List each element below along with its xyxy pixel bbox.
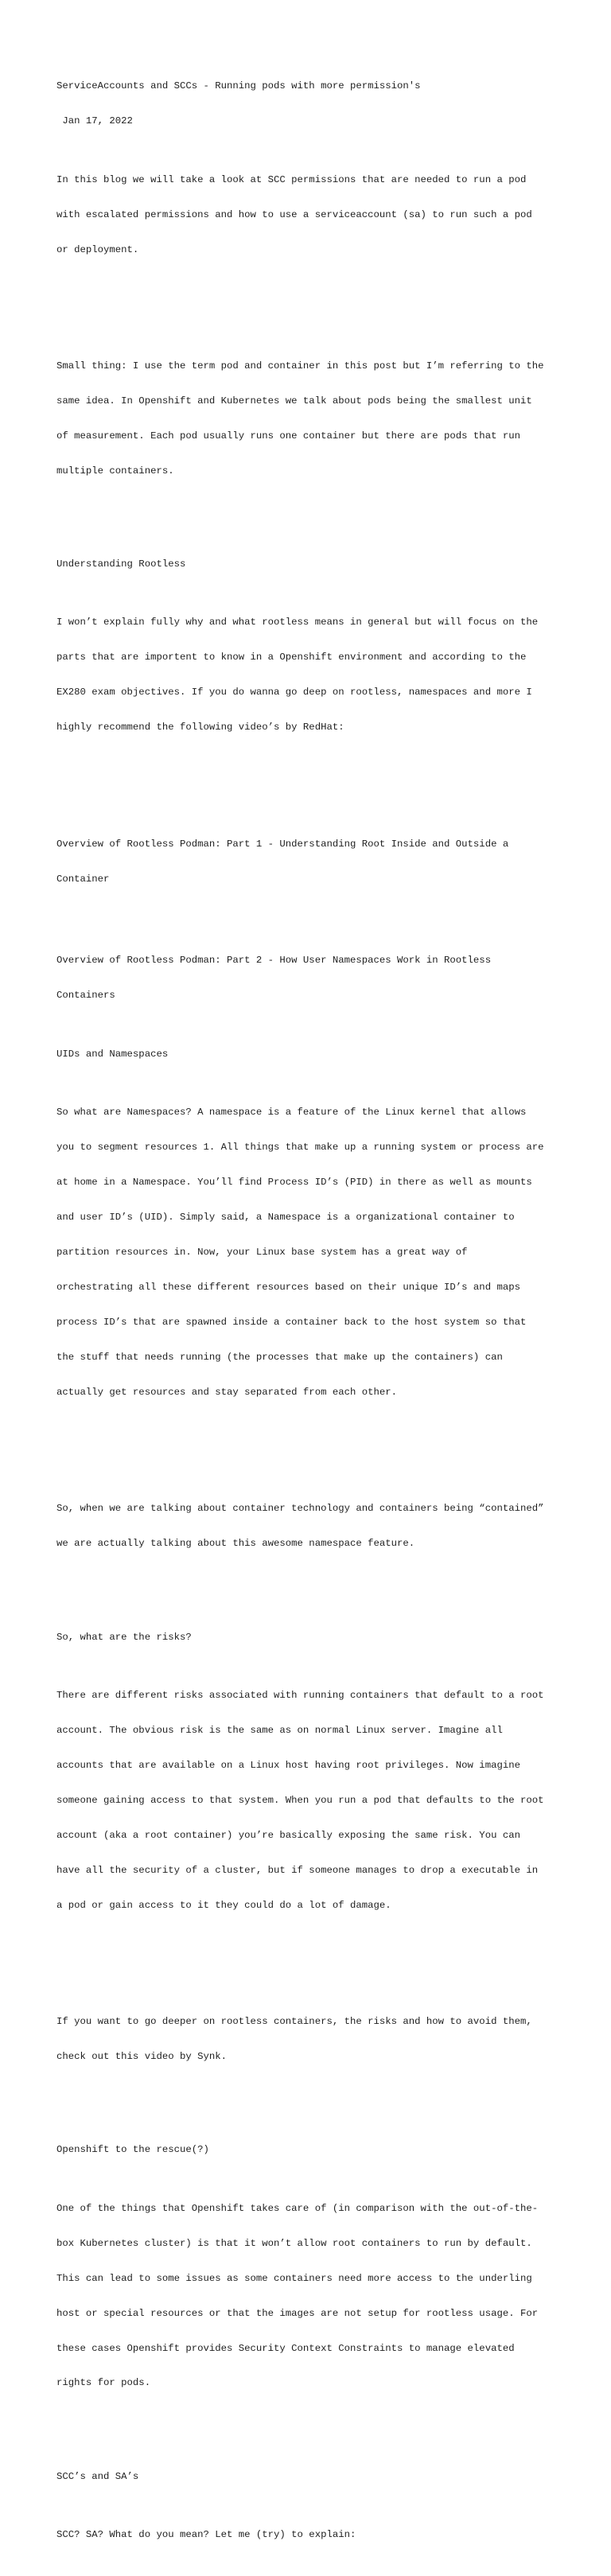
text-line: So what are Namespaces? A namespace is a feature of the Linux kernel that allows xyxy=(56,1107,527,1119)
intro-paragraph xyxy=(56,150,582,278)
text-line: or deployment. xyxy=(56,243,139,255)
text-line: SCC? SA? What do you mean? Let me (try) to explain: xyxy=(56,2529,356,2540)
video-link-part-2[interactable] xyxy=(56,932,582,1025)
text-line: with escalated permissions and how to use a serviceaccount (sa) to run such a pod xyxy=(56,208,532,220)
text-line: EX280 exam objectives. If you do wanna go deep on rootless, namespaces and more I xyxy=(56,687,532,698)
spacer xyxy=(56,302,582,314)
text-line: There are different risks associated with running containers that default to a root xyxy=(56,1689,544,1701)
spacer xyxy=(56,780,582,792)
rescue-paragraph xyxy=(56,2179,582,2412)
text-line: Overview of Rootless Podman: Part 2 - How User Namespaces Work in Rootless xyxy=(56,955,492,967)
text-line: accounts that are available on a Linux host having root privileges. Now imagine xyxy=(56,1759,520,1771)
text-line: If you want to go deeper on rootless containers, the risks and how to avoid them, xyxy=(56,2016,532,2028)
text-line: you to segment resources 1. All things that make up a running system or process are xyxy=(56,1141,544,1153)
text-line: check out this video by Synk. xyxy=(56,2051,228,2063)
section-heading-rescue: Openshift to the rescue(?) xyxy=(56,2144,209,2156)
section-heading-rootless: Understanding Rootless xyxy=(56,558,186,570)
text-line: these cases Openshift provides Security Context Constraints to manage elevated xyxy=(56,2342,515,2354)
text-line: parts that are importent to know in a Openshift environment and according to the xyxy=(56,652,527,663)
text-line: the stuff that needs running (the processes that make up the containers) can xyxy=(56,1351,503,1363)
spacer xyxy=(56,1445,582,1457)
text-line: account (aka a root container) you’re basically exposing the same risk. You can xyxy=(56,1829,520,1841)
text-line: Containers xyxy=(56,990,115,1002)
post-title: ServiceAccounts and SCCs - Running pods with more permission's xyxy=(56,80,421,92)
post-date: Jan 17, 2022 xyxy=(56,115,133,127)
text-line: One of the things that Openshift takes care of (in comparison with the out-of-the- xyxy=(56,2202,539,2214)
text-line: someone gaining access to that system. When you run a pod that defaults to the root xyxy=(56,1794,544,1806)
video-link-part-1[interactable] xyxy=(56,815,582,909)
text-line: have all the security of a cluster, but if someone manages to drop a executable in xyxy=(56,1864,539,1876)
text-line: multiple containers. xyxy=(56,465,174,477)
text-line: I won’t explain fully why and what rootless means in general but will focus on the xyxy=(56,617,539,628)
text-line: orchestrating all these different resources based on their unique ID’s and maps xyxy=(56,1281,520,1293)
text-line: at home in a Namespace. You’ll find Process ID’s (PID) in there as well as mounts xyxy=(56,1176,532,1188)
text-line: we are actually talking about this awesome namespace feature. xyxy=(56,1538,415,1550)
text-line: box Kubernetes cluster) is that it won’t allow root containers to run by default. xyxy=(56,2237,532,2249)
text-line: process ID’s that are spawned inside a container back to the host system so that xyxy=(56,1316,527,1328)
text-line: rights for pods. xyxy=(56,2377,151,2389)
document-body xyxy=(56,57,582,2576)
text-line: Container xyxy=(56,873,110,885)
text-line: Overview of Rootless Podman: Part 1 - Understanding Root Inside and Outside a xyxy=(56,838,509,850)
text-line: host or special resources or that the images are not setup for rootless usage. For xyxy=(56,2307,539,2319)
text-line: actually get resources and stay separated from each other. xyxy=(56,1386,398,1398)
spacer xyxy=(56,2109,582,2121)
spacer xyxy=(56,2436,582,2448)
risks-paragraph xyxy=(56,1666,582,1934)
spacer xyxy=(56,1597,582,1609)
text-line: This can lead to some issues as some containers need more access to the underling xyxy=(56,2272,532,2284)
text-line: account. The obvious risk is the same as on normal Linux server. Imagine all xyxy=(56,1724,503,1736)
text-line: a pod or gain access to it they could do a lot of damage. xyxy=(56,1899,391,1911)
text-line: partition resources in. Now, your Linux base system has a great way of xyxy=(56,1246,468,1258)
deeper-paragraph xyxy=(56,1993,582,2086)
text-line: and user ID’s (UID). Simply said, a Namespace is a organizational container to xyxy=(56,1211,515,1223)
text-line: In this blog we will take a look at SCC permissions that are needed to run a pod xyxy=(56,173,527,185)
contained-paragraph xyxy=(56,1480,582,1573)
text-line: of measurement. Each pod usually runs one container but there are pods that run xyxy=(56,430,520,442)
text-line: same idea. In Openshift and Kubernetes we talk about pods being the smallest unit xyxy=(56,395,532,407)
text-line: Small thing: I use the term pod and container in this post but I’m referring to the xyxy=(56,360,544,372)
section-heading-namespaces: UIDs and Namespaces xyxy=(56,1048,169,1060)
namespaces-paragraph xyxy=(56,1084,582,1422)
scc-paragraph xyxy=(56,2506,582,2564)
section-heading-scc: SCC’s and SA’s xyxy=(56,2470,139,2482)
rootless-paragraph xyxy=(56,593,582,757)
spacer xyxy=(56,523,582,535)
note-paragraph xyxy=(56,337,582,500)
text-line: highly recommend the following video’s by RedHat: xyxy=(56,722,344,733)
spacer xyxy=(56,1958,582,1970)
section-heading-risks: So, what are the risks? xyxy=(56,1631,192,1643)
text-line: So, when we are talking about container technology and containers being “contained” xyxy=(56,1503,544,1515)
